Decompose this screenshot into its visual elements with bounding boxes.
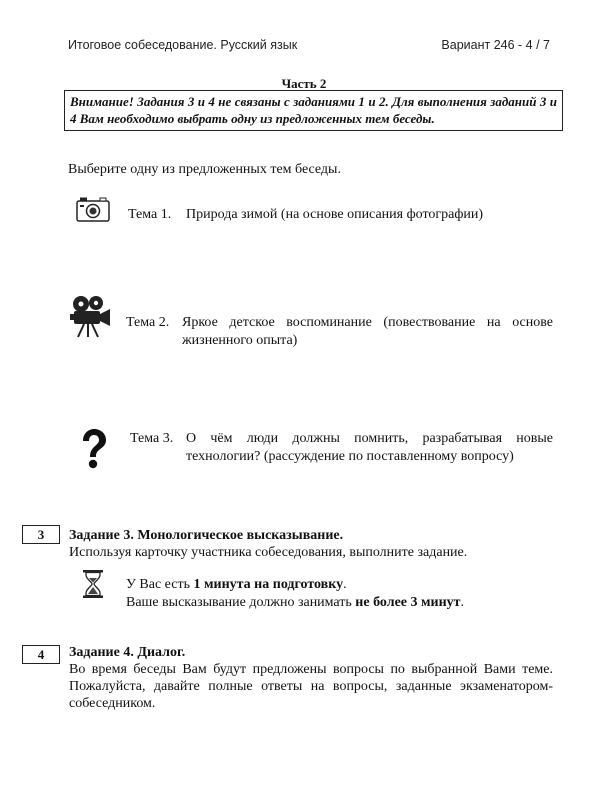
- prep-suffix: .: [343, 577, 347, 592]
- topic-2-label: Тема 2.: [126, 315, 170, 330]
- question-mark-icon: [78, 428, 110, 470]
- prep-bold: 1 минута на подготовку: [193, 577, 344, 592]
- prep-time-line: [126, 576, 464, 594]
- task-4-body: Во время беседы Вам будут предложены вопросы по выбранной Вами теме. Пожалуйста, давайте полные ответы на вопросы, заданные экзаменатором-собеседником.: [69, 662, 553, 711]
- speak-bold: не более 3 минут: [355, 595, 461, 610]
- task-4: [69, 644, 553, 712]
- film-projector-icon: [68, 294, 114, 338]
- topic-3-label: Тема 3.: [130, 431, 174, 446]
- speak-time-line: [126, 594, 464, 612]
- speak-suffix: .: [460, 595, 465, 610]
- part-title: Часть 2: [281, 76, 327, 91]
- topic-1-label: Тема 1.: [128, 207, 172, 222]
- task-3-number: 3: [22, 525, 60, 544]
- notice-box: Внимание! Задания 3 и 4 не связаны с заданиями 1 и 2. Для выполнения заданий 3 и 4 Вам необходимо выбрать одну из предложенных тем беседы.: [64, 90, 563, 131]
- header-variant: Вариант 246 - 4 / 7: [441, 38, 550, 52]
- intro-text: Выберите одну из предложенных тем беседы.: [68, 162, 341, 177]
- task-3-title: Задание 3. Монологическое высказывание.: [69, 528, 344, 543]
- topic-1-text: Природа зимой (на основе описания фотографии): [186, 207, 484, 222]
- topic-2-text: Яркое детское воспоминание (повествование на основе жизненного опыта): [182, 315, 553, 348]
- speak-prefix: Ваше высказывание должно занимать: [126, 595, 356, 610]
- header-subject: Итоговое собеседование. Русский язык: [68, 38, 298, 52]
- prep-prefix: У Вас есть: [126, 577, 194, 592]
- task-4-number: 4: [22, 645, 60, 664]
- task-4-title: Задание 4. Диалог.: [69, 645, 186, 660]
- hourglass-icon: [82, 569, 104, 599]
- topic-3-text: О чём люди должны помнить, разрабатывая новые технологии? (рассуждение по поставленному вопросу): [186, 431, 553, 464]
- task-3: [69, 527, 553, 561]
- camera-icon: [76, 196, 110, 222]
- task-3-time-rules: [126, 576, 464, 612]
- task-3-body: Используя карточку участника собеседования, выполните задание.: [69, 545, 468, 560]
